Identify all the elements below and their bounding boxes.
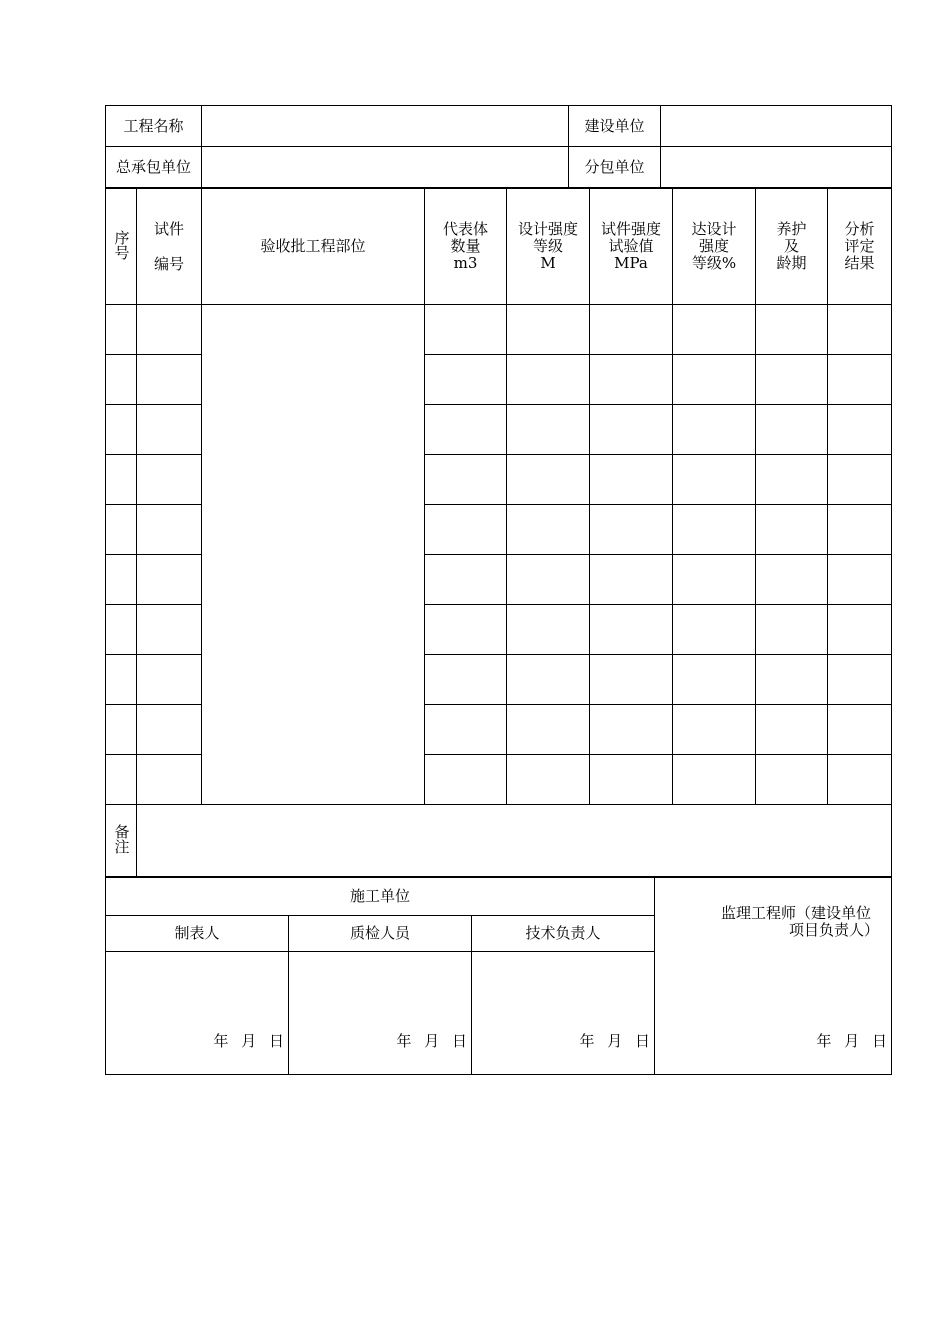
analysis-cell[interactable] bbox=[828, 705, 892, 755]
col-specimen-label-2: 编号 bbox=[153, 254, 184, 273]
design-grade-cell[interactable] bbox=[507, 355, 590, 405]
design-grade-cell[interactable] bbox=[507, 455, 590, 505]
remarks-label: 备注 bbox=[112, 823, 131, 854]
col-volume-label-3: m3 bbox=[453, 254, 478, 272]
seq-cell[interactable] bbox=[106, 455, 137, 505]
analysis-cell[interactable] bbox=[828, 655, 892, 705]
curing-cell[interactable] bbox=[756, 455, 828, 505]
supervisor-label-2: 项目负责人） bbox=[789, 921, 880, 939]
volume-cell[interactable] bbox=[425, 505, 507, 555]
specimen-cell[interactable] bbox=[137, 555, 202, 605]
seq-cell[interactable] bbox=[106, 655, 137, 705]
col-analysis-label-3: 结果 bbox=[844, 254, 875, 272]
curing-cell[interactable] bbox=[756, 505, 828, 555]
design-grade-cell[interactable] bbox=[507, 755, 590, 805]
seq-cell[interactable] bbox=[106, 605, 137, 655]
design-grade-cell[interactable] bbox=[507, 555, 590, 605]
reach-cell[interactable] bbox=[673, 355, 756, 405]
reach-cell[interactable] bbox=[673, 405, 756, 455]
supervisor-date: 年 月 日 bbox=[816, 1032, 888, 1050]
tech-lead-date: 年 月 日 bbox=[579, 1032, 651, 1050]
test-value-cell[interactable] bbox=[590, 605, 673, 655]
preparer-sign-cell[interactable] bbox=[106, 952, 289, 1075]
analysis-cell[interactable] bbox=[828, 755, 892, 805]
col-volume-header bbox=[425, 189, 507, 305]
col-part-header: 验收批工程部位 bbox=[202, 189, 425, 305]
general-contractor-label: 总承包单位 bbox=[106, 147, 202, 188]
design-grade-cell[interactable] bbox=[507, 405, 590, 455]
test-value-cell[interactable] bbox=[590, 305, 673, 355]
builder-unit-field[interactable] bbox=[661, 106, 892, 147]
table-row bbox=[106, 305, 892, 355]
reach-cell[interactable] bbox=[673, 705, 756, 755]
specimen-cell[interactable] bbox=[137, 755, 202, 805]
col-curing-label-1: 养护 bbox=[776, 220, 807, 238]
col-curing-label-3: 龄期 bbox=[776, 254, 807, 272]
project-name-label: 工程名称 bbox=[106, 106, 202, 147]
curing-cell[interactable] bbox=[756, 605, 828, 655]
reach-cell[interactable] bbox=[673, 505, 756, 555]
test-value-cell[interactable] bbox=[590, 755, 673, 805]
design-grade-cell[interactable] bbox=[507, 655, 590, 705]
specimen-cell[interactable] bbox=[137, 455, 202, 505]
specimen-cell[interactable] bbox=[137, 305, 202, 355]
col-design-grade-label-1: 设计强度 bbox=[517, 220, 578, 238]
analysis-cell[interactable] bbox=[828, 355, 892, 405]
col-analysis-label-2: 评定 bbox=[844, 237, 875, 255]
test-value-cell[interactable] bbox=[590, 405, 673, 455]
volume-cell[interactable] bbox=[425, 355, 507, 405]
reach-cell[interactable] bbox=[673, 655, 756, 705]
part-cell[interactable] bbox=[202, 305, 425, 805]
analysis-cell[interactable] bbox=[828, 605, 892, 655]
inspector-sign-cell[interactable] bbox=[289, 952, 472, 1075]
curing-cell[interactable] bbox=[756, 405, 828, 455]
analysis-cell[interactable] bbox=[828, 305, 892, 355]
tech-lead-sign-cell[interactable] bbox=[472, 952, 655, 1075]
reach-cell[interactable] bbox=[673, 605, 756, 655]
col-reach-label-2: 强度 bbox=[698, 237, 729, 255]
reach-cell[interactable] bbox=[673, 555, 756, 605]
volume-cell[interactable] bbox=[425, 655, 507, 705]
strength-evaluation-form bbox=[105, 105, 891, 1075]
col-test-value-label-3: MPa bbox=[614, 254, 648, 272]
volume-cell[interactable] bbox=[425, 305, 507, 355]
inspector-label: 质检人员 bbox=[289, 916, 472, 952]
seq-cell[interactable] bbox=[106, 705, 137, 755]
col-seq-header bbox=[106, 189, 137, 305]
project-name-field[interactable] bbox=[202, 106, 569, 147]
reach-cell[interactable] bbox=[673, 455, 756, 505]
curing-cell[interactable] bbox=[756, 755, 828, 805]
col-reach-header bbox=[673, 189, 756, 305]
seq-cell[interactable] bbox=[106, 755, 137, 805]
curing-cell[interactable] bbox=[756, 655, 828, 705]
supervisor-label-1: 监理工程师（建设单位 bbox=[721, 904, 872, 922]
specimen-cell[interactable] bbox=[137, 505, 202, 555]
analysis-cell[interactable] bbox=[828, 455, 892, 505]
col-seq-label: 序号 bbox=[112, 229, 131, 260]
col-curing-header bbox=[756, 189, 828, 305]
volume-cell[interactable] bbox=[425, 405, 507, 455]
design-grade-cell[interactable] bbox=[507, 605, 590, 655]
analysis-cell[interactable] bbox=[828, 405, 892, 455]
col-specimen-header bbox=[137, 189, 202, 305]
preparer-date: 年 月 日 bbox=[213, 1032, 284, 1050]
reach-cell[interactable] bbox=[673, 305, 756, 355]
analysis-cell[interactable] bbox=[828, 505, 892, 555]
col-specimen-label-1: 试件 bbox=[153, 219, 184, 238]
design-grade-cell[interactable] bbox=[507, 705, 590, 755]
test-value-cell[interactable] bbox=[590, 555, 673, 605]
signature-table bbox=[105, 877, 892, 1075]
col-test-value-label-1: 试件强度 bbox=[600, 220, 661, 238]
remarks-label-cell bbox=[106, 805, 137, 877]
curing-cell[interactable] bbox=[756, 555, 828, 605]
curing-cell[interactable] bbox=[756, 355, 828, 405]
col-volume-label-1: 代表体 bbox=[442, 220, 488, 238]
header-table bbox=[105, 105, 892, 188]
test-value-cell[interactable] bbox=[590, 455, 673, 505]
col-design-grade-label-3: M bbox=[540, 254, 556, 272]
col-design-grade-header bbox=[507, 189, 590, 305]
analysis-cell[interactable] bbox=[828, 555, 892, 605]
seq-cell[interactable] bbox=[106, 305, 137, 355]
specimen-cell[interactable] bbox=[137, 405, 202, 455]
curing-cell[interactable] bbox=[756, 305, 828, 355]
specimen-cell[interactable] bbox=[137, 605, 202, 655]
test-value-cell[interactable] bbox=[590, 355, 673, 405]
col-volume-label-2: 数量 bbox=[450, 237, 481, 255]
col-curing-label-2: 及 bbox=[783, 237, 799, 255]
volume-cell[interactable] bbox=[425, 705, 507, 755]
specimen-cell[interactable] bbox=[137, 355, 202, 405]
seq-cell[interactable] bbox=[106, 405, 137, 455]
test-value-cell[interactable] bbox=[590, 505, 673, 555]
volume-cell[interactable] bbox=[425, 555, 507, 605]
design-grade-cell[interactable] bbox=[507, 305, 590, 355]
tech-lead-label: 技术负责人 bbox=[472, 916, 655, 952]
test-value-cell[interactable] bbox=[590, 655, 673, 705]
general-contractor-field[interactable] bbox=[202, 147, 569, 188]
test-value-cell[interactable] bbox=[590, 705, 673, 755]
specimen-cell[interactable] bbox=[137, 655, 202, 705]
curing-cell[interactable] bbox=[756, 705, 828, 755]
volume-cell[interactable] bbox=[425, 605, 507, 655]
specimen-cell[interactable] bbox=[137, 705, 202, 755]
supervisor-cell[interactable] bbox=[655, 878, 892, 1075]
subcontractor-field[interactable] bbox=[661, 147, 892, 188]
subcontractor-label: 分包单位 bbox=[569, 147, 661, 188]
seq-cell[interactable] bbox=[106, 355, 137, 405]
col-reach-label-1: 达设计 bbox=[691, 220, 737, 238]
seq-cell[interactable] bbox=[106, 505, 137, 555]
seq-cell[interactable] bbox=[106, 555, 137, 605]
col-design-grade-label-2: 等级 bbox=[532, 237, 563, 255]
data-table bbox=[105, 188, 892, 877]
construction-unit-label: 施工单位 bbox=[106, 878, 655, 916]
inspector-date: 年 月 日 bbox=[396, 1032, 467, 1050]
col-test-value-label-2: 试验值 bbox=[608, 237, 654, 255]
preparer-label: 制表人 bbox=[106, 916, 289, 952]
col-reach-label-3: 等级% bbox=[691, 254, 737, 272]
builder-unit-label: 建设单位 bbox=[569, 106, 661, 147]
col-analysis-label-1: 分析 bbox=[844, 220, 875, 238]
design-grade-cell[interactable] bbox=[507, 505, 590, 555]
col-analysis-header bbox=[828, 189, 892, 305]
col-test-value-header bbox=[590, 189, 673, 305]
volume-cell[interactable] bbox=[425, 755, 507, 805]
reach-cell[interactable] bbox=[673, 755, 756, 805]
volume-cell[interactable] bbox=[425, 455, 507, 505]
remarks-field[interactable] bbox=[137, 805, 892, 877]
